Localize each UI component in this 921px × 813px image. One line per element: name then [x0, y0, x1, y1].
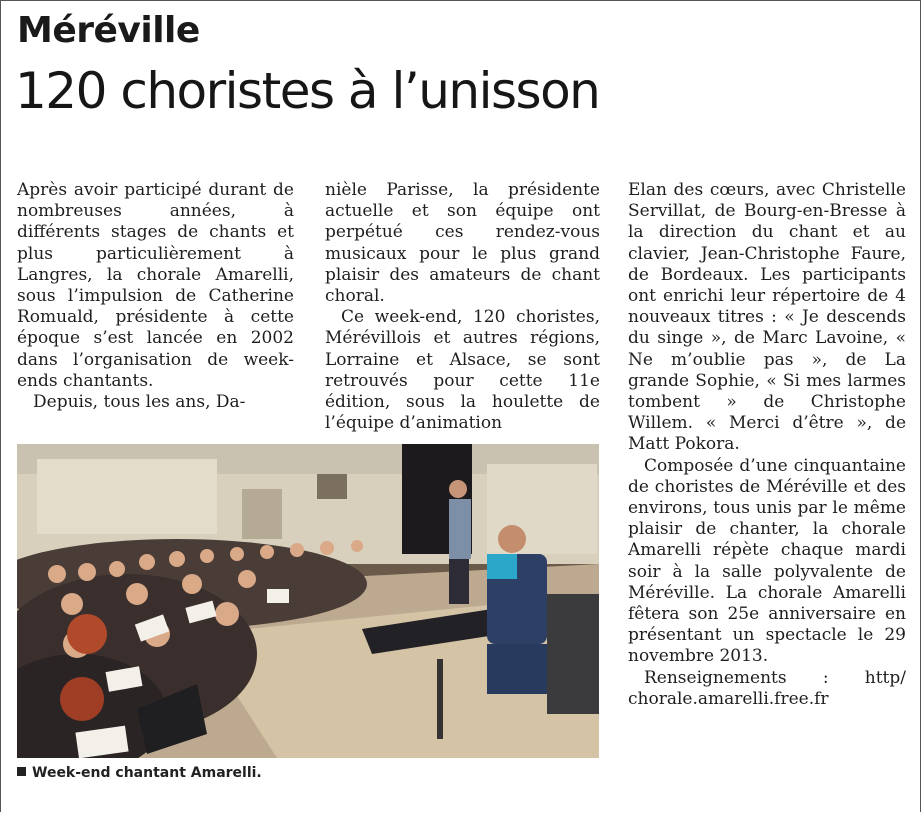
column-1 [17, 180, 294, 413]
column-3 [628, 180, 906, 710]
col2-paragraph-1: nièle Parisse, la présidente actuelle et son équipe ont perpétué ces rendez-vous musicaux pour le plus grand plaisir des amateurs de chant choral. [325, 180, 600, 307]
col3-paragraph-2: Composée d’une cinquantaine de choristes de Méréville et des environs, tous unis par le même plaisir de chanter, la chorale Amarelli répète chaque mardi soir à la salle polyvalente de Méréville. La chorale Amarelli fêtera son 25e anniversaire en présentant un spectacle le 29 novembre 2013. [628, 455, 906, 667]
headline: 120 choristes à l’unisson [15, 62, 600, 120]
column-2 [325, 180, 600, 434]
col3-info-link: Renseignements : http/ chorale.amarelli.free.fr [628, 667, 906, 709]
col3-paragraph-1: Elan des cœurs, avec Christelle Servillat, de Bourg-en-Bresse à la direction du chant et au clavier, Jean-Christophe Faure, de Bordeaux. Les participants ont enrichi leur répertoire de 4 nouveaux titres : « Je descends du singe », de Marc Lavoine, « Ne m’oublie pas », de La grande Sophie, « Si mes larmes tombent » de Christophe Willem. « Merci d’être », de Matt Pokora. [628, 180, 906, 455]
kicker-location: Méréville [17, 10, 200, 51]
col2-paragraph-2: Ce week-end, 120 choristes, Mérévillois et autres régions, Lorraine et Alsace, se sont retrouvés pour cette 11e édition, sous la houlette de l’équipe d’animation [325, 307, 600, 434]
choir-photo [17, 444, 599, 758]
col1-paragraph-2: Depuis, tous les ans, Da- [33, 392, 246, 413]
col1-paragraph-1: Après avoir participé durant de nombreuses années, à différents stages de chants et plus particulièrement à Langres, la chorale Amarelli, sous l’impulsion de Catherine Romuald, présidente à cette époque s’est lancée en 2002 dans l’organisation de week-ends chantants. [17, 180, 294, 391]
caption-text: Week-end chantant Amarelli. [32, 765, 262, 781]
photo-caption [17, 765, 262, 781]
bullet-square-icon [17, 767, 26, 776]
